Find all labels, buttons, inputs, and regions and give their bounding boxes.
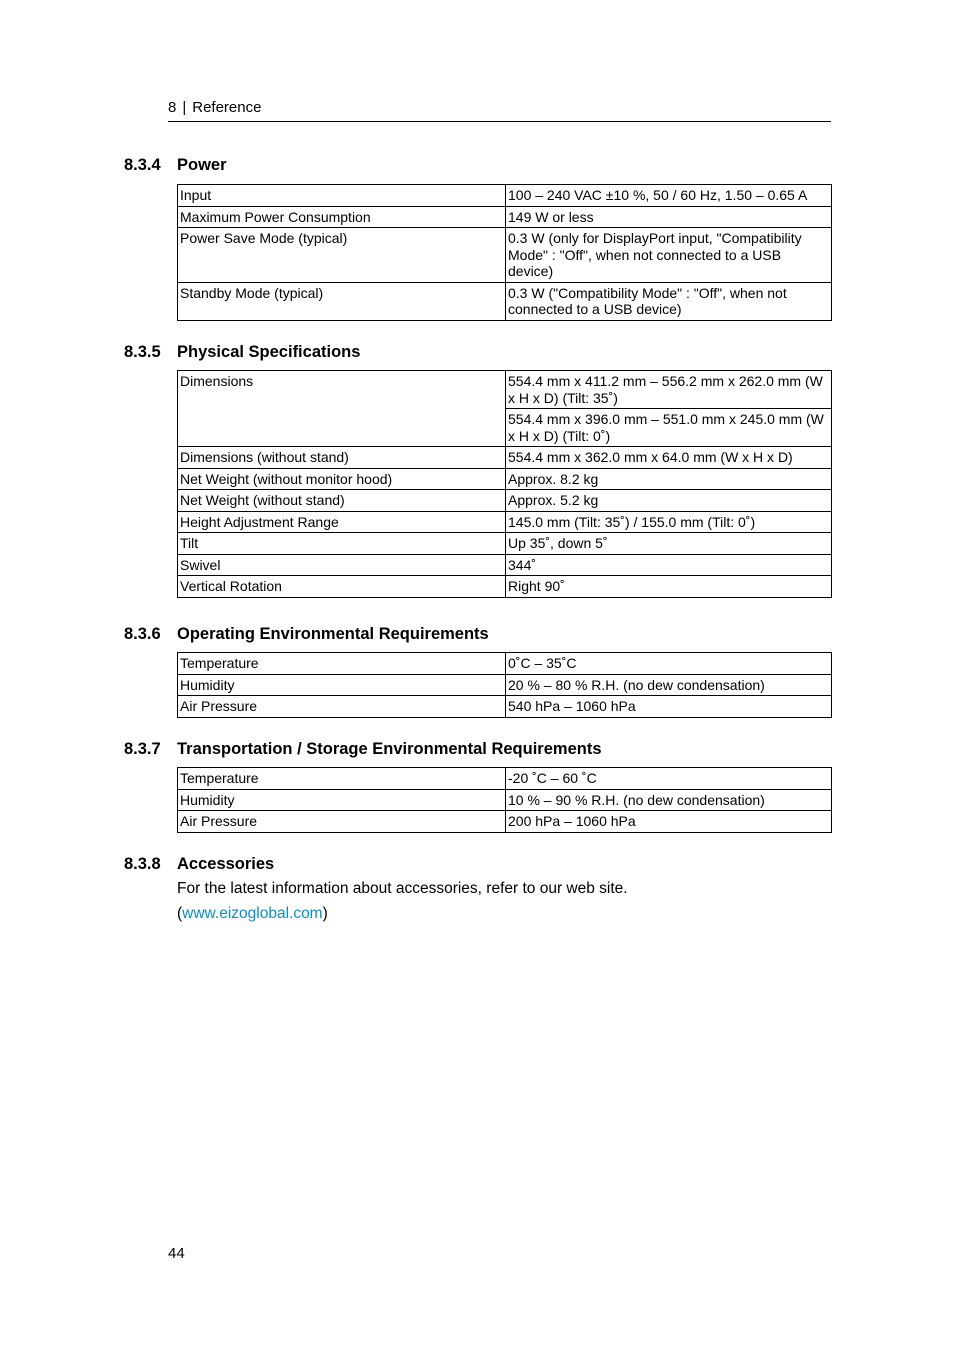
section-title: Physical Specifications: [177, 343, 361, 361]
spec-value: 554.4 mm x 362.0 mm x 64.0 mm (W x H x D): [506, 447, 832, 469]
spec-key: Temperature: [178, 768, 506, 790]
table-row: [178, 533, 832, 555]
table-row: [178, 447, 832, 469]
spec-key: Input: [178, 185, 506, 207]
spec-key: Height Adjustment Range: [178, 511, 506, 533]
table-row: [178, 371, 832, 409]
table-row: [178, 490, 832, 512]
spec-key: Tilt: [178, 533, 506, 555]
table-row: [178, 576, 832, 598]
spec-value: 554.4 mm x 411.2 mm – 556.2 mm x 262.0 mm (W x H x D) (Tilt: 35˚): [506, 371, 832, 409]
spec-value: 10 % – 90 % R.H. (no dew condensation): [506, 789, 832, 811]
table-row: [178, 696, 832, 718]
section-number: 8.3.6: [124, 625, 161, 643]
spec-key: Air Pressure: [178, 696, 506, 718]
section-number: 8.3.8: [124, 855, 161, 873]
section-number: 8.3.4: [124, 156, 161, 174]
paren-open: (: [177, 905, 183, 922]
table-row: [178, 468, 832, 490]
spec-value: 20 % – 80 % R.H. (no dew condensation): [506, 674, 832, 696]
section-title: Accessories: [177, 855, 275, 873]
section-number: 8.3.7: [124, 740, 161, 758]
section-power: [124, 155, 832, 317]
table-row: [178, 653, 832, 675]
section-heading: [124, 854, 832, 874]
spec-key: Swivel: [178, 554, 506, 576]
website-link[interactable]: www.eizoglobal.com: [182, 905, 323, 922]
storage-table: [177, 767, 832, 833]
chapter-title: Reference: [192, 99, 262, 116]
table-row: [178, 185, 832, 207]
physical-table: [177, 370, 832, 598]
spec-value: 0.3 W (only for DisplayPort input, "Compatibility Mode" : "Off", when not connected to a USB device): [506, 228, 832, 283]
spec-key: Humidity: [178, 789, 506, 811]
paren-close: ): [322, 905, 328, 922]
spec-value: Right 90˚: [506, 576, 832, 598]
spec-key: Net Weight (without monitor hood): [178, 468, 506, 490]
spec-value: -20 ˚C – 60 ˚C: [506, 768, 832, 790]
header-separator: |: [182, 99, 187, 116]
spec-value: 145.0 mm (Tilt: 35˚) / 155.0 mm (Tilt: 0˚): [506, 511, 832, 533]
spec-key: Air Pressure: [178, 811, 506, 833]
table-row: [178, 811, 832, 833]
section-number: 8.3.5: [124, 343, 161, 361]
section-heading: [124, 624, 832, 644]
section-heading: [124, 155, 832, 175]
chapter-number: 8: [168, 99, 177, 116]
spec-value: Up 35˚, down 5˚: [506, 533, 832, 555]
section-accessories: [124, 854, 832, 922]
spec-key: Humidity: [178, 674, 506, 696]
section-physical: [124, 342, 832, 594]
spec-key: Dimensions: [178, 371, 506, 447]
section-title: Operating Environmental Requirements: [177, 625, 489, 643]
spec-value: 100 – 240 VAC ±10 %, 50 / 60 Hz, 1.50 – 0.65 A: [506, 185, 832, 207]
page-number: 44: [168, 1245, 185, 1262]
spec-value: 0˚C – 35˚C: [506, 653, 832, 675]
table-row: [178, 554, 832, 576]
spec-key: Maximum Power Consumption: [178, 206, 506, 228]
spec-key: Standby Mode (typical): [178, 282, 506, 320]
running-header: [168, 99, 831, 122]
section-storage: [124, 739, 832, 829]
spec-key: Net Weight (without stand): [178, 490, 506, 512]
spec-key: Vertical Rotation: [178, 576, 506, 598]
website-line: [177, 904, 328, 924]
section-heading: [124, 342, 832, 362]
table-row: [178, 511, 832, 533]
spec-value: 540 hPa – 1060 hPa: [506, 696, 832, 718]
table-row: [178, 228, 832, 283]
table-row: [178, 674, 832, 696]
power-table: [177, 184, 832, 321]
section-title: Transportation / Storage Environmental Requirements: [177, 740, 602, 758]
table-row: [178, 282, 832, 320]
spec-value: 149 W or less: [506, 206, 832, 228]
spec-value: Approx. 5.2 kg: [506, 490, 832, 512]
spec-key: Temperature: [178, 653, 506, 675]
section-operating: [124, 624, 832, 714]
spec-value: 344˚: [506, 554, 832, 576]
section-heading: [124, 739, 832, 759]
table-row: [178, 768, 832, 790]
accessories-text: For the latest information about accessories, refer to our web site.: [177, 880, 628, 897]
table-row: [178, 206, 832, 228]
spec-key: Power Save Mode (typical): [178, 228, 506, 283]
spec-key: Dimensions (without stand): [178, 447, 506, 469]
section-title: Power: [177, 156, 227, 174]
operating-table: [177, 652, 832, 718]
spec-value: 200 hPa – 1060 hPa: [506, 811, 832, 833]
spec-value: 554.4 mm x 396.0 mm – 551.0 mm x 245.0 mm (W x H x D) (Tilt: 0˚): [506, 409, 832, 447]
table-row: [178, 789, 832, 811]
spec-value: Approx. 8.2 kg: [506, 468, 832, 490]
spec-value: 0.3 W ("Compatibility Mode" : "Off", when not connected to a USB device): [506, 282, 832, 320]
